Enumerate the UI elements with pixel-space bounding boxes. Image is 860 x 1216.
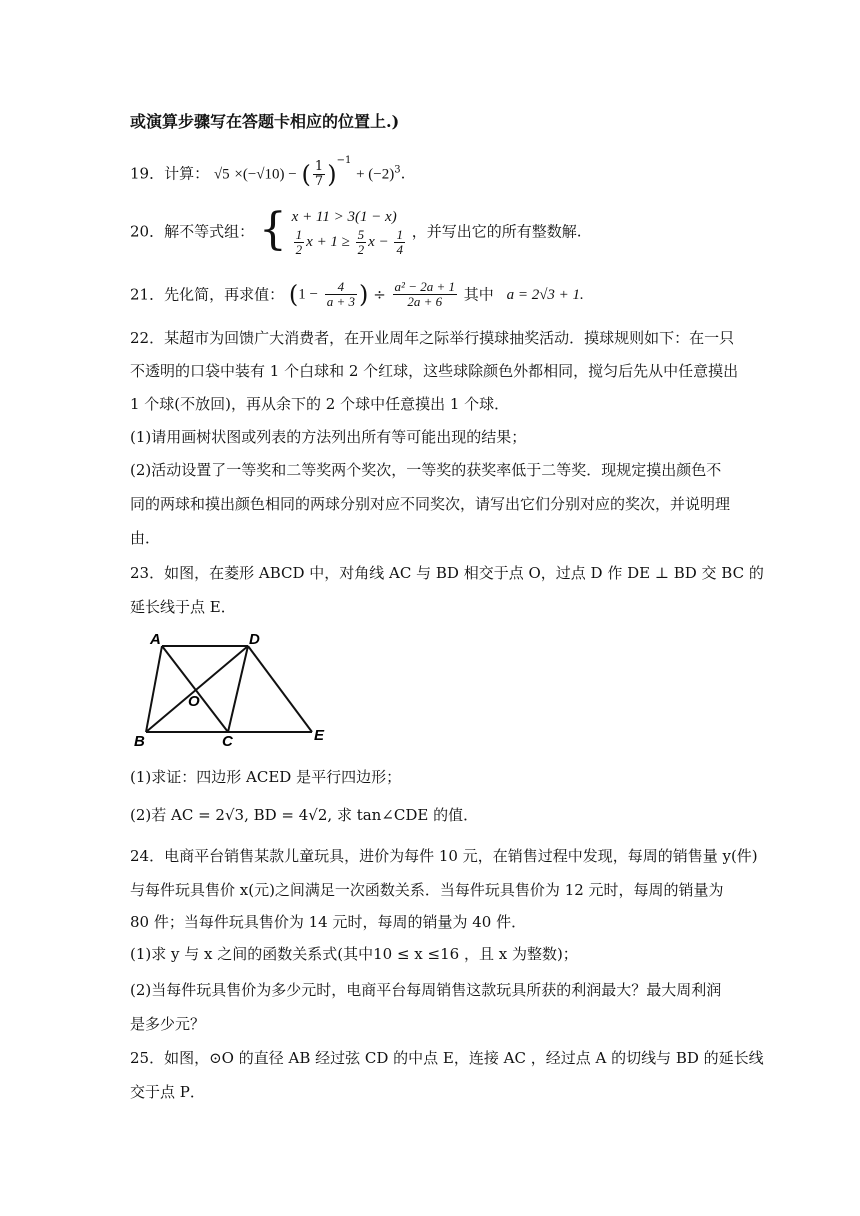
label-B: B [134, 733, 145, 748]
q19-expr-a: √5 [213, 166, 230, 183]
q24-part-2-line-2: 是多少元？ [130, 1015, 206, 1033]
q22-part-1: (1)请用画树状图或列表的方法列出所有等可能出现的结果； [130, 428, 527, 446]
question-20: 20．解不等式组： { x + 11 > 3(1 − x) $\frac{1}{2}$ x + 1 ≥ $\frac{5}{2}$ x − $\frac{1}{4}$ ，并写出它的所有整数解. [130, 203, 582, 257]
q19-exponent-neg1: −1 [336, 154, 352, 166]
label-D: D [249, 631, 260, 648]
q19-expr-c: + (−2) [356, 166, 395, 183]
q24-line-2: 与每件玩具售价 x(元)之间满足一次函数关系．当每件玩具售价为 12 元时，每周的销量为 [130, 881, 724, 899]
q22-part-2-line-2: 同的两球和摸出颜色相同的两球分别对应不同奖次，请写出它们分别对应的奖次，并说明理 [130, 495, 731, 513]
label-C: C [222, 733, 233, 748]
q21-fraction-1: $\frac{4}{a + 3}$ [326, 279, 356, 309]
q19-fraction: $\frac{1}{7}$ [314, 159, 324, 189]
q24-line-1: 24．电商平台销售某款儿童玩具，进价为每件 10 元，在销售过程中发现，每周的销售量 y(件) [130, 847, 758, 865]
q22-part-2-line-3: 由． [130, 529, 161, 547]
q22-line-1: 22．某超市为回馈广大消费者，在开业周年之际举行摸球抽奖活动．摸球规则如下：在一只 [130, 329, 735, 347]
q20-label: 20．解不等式组： [130, 222, 255, 241]
q19-expr-b: ×(−√10) − [234, 166, 297, 183]
rhombus-diagram [128, 628, 338, 748]
q23-line-2: 延长线于点 E． [130, 598, 236, 616]
question-19: 19．计算： √5 ×(−√10) − ( $\frac{1}{7}$ )$^{-1} + (-2)^3$. [130, 154, 406, 189]
question-21: 21．先化简，再求值： (1 − $\frac{4}{a + 3}$ ) ÷ $\frac{\text{a² − 2a + 1}}{2a + 6}$ 其中 a = 2√3 + 1. [130, 279, 584, 309]
rhombus-figure [128, 628, 338, 752]
q22-line-2: 不透明的口袋中装有 1 个白球和 2 个红球，这些球除颜色外都相同，搅匀后先从中任意摸出 [130, 362, 739, 380]
label-A: A [150, 631, 161, 648]
q23-part-1: (1)求证：四边形 ACED 是平行四边形； [130, 768, 402, 786]
q24-line-3: 80 件；当每件玩具售价为 14 元时，每周的销量为 40 件． [130, 913, 527, 931]
section-header: 或演算步骤写在答题卡相应的位置上.) [130, 112, 400, 131]
q22-part-2-line-1: (2)活动设置了一等奖和二等奖两个奖次，一等奖的获奖率低于二等奖．现规定摸出颜色不 [130, 461, 722, 479]
q24-part-2-line-1: (2)当每件玩具售价为多少元时，电商平台每周销售这款玩具所获的利润最大？最大周利润 [130, 981, 722, 999]
label-E: E [314, 727, 325, 744]
q20-system [292, 206, 407, 257]
q21-value: a = 2√3 + 1. [506, 286, 584, 303]
q25-line-1: 25．如图，⊙O 的直径 AB 经过弦 CD 的中点 E，连接 AC ，经过点 A 的切线与 BD 的延长线 [130, 1049, 764, 1067]
q20-tail: ，并写出它的所有整数解. [411, 222, 582, 241]
q21-fraction-2: $\frac{\text{a² − 2a + 1}}{2a + 6}$ [394, 279, 455, 309]
q23-part-2: (2)若 AC = 2√3, BD = 4√2, 求 tan∠CDE 的值． [130, 806, 479, 824]
label-O: O [188, 693, 200, 710]
q24-part-1: (1)求 y 与 x 之间的函数关系式(其中10 ≤ x ≤16 ，且 x 为整数)； [130, 945, 578, 963]
q22-line-3: 1 个球(不放回)，再从余下的 2 个球中任意摸出 1 个球． [130, 395, 510, 413]
q25-line-2: 交于点 P． [130, 1083, 205, 1101]
q19-label: 19．计算： [130, 164, 210, 183]
q21-label: 21．先化简，再求值： [130, 285, 285, 304]
q19-exponent-3: 3 [394, 164, 401, 176]
q23-line-1: 23．如图，在菱形 ABCD 中，对角线 AC 与 BD 相交于点 O，过点 D 作 DE ⊥ BD 交 BC 的 [130, 564, 764, 582]
q20-row2: $\frac{1}{2}$ x + 1 ≥ $\frac{5}{2}$ x − $\frac{1}{4}$ [295, 227, 403, 257]
q20-row1: x + 11 > 3(1 − x) [291, 209, 397, 225]
